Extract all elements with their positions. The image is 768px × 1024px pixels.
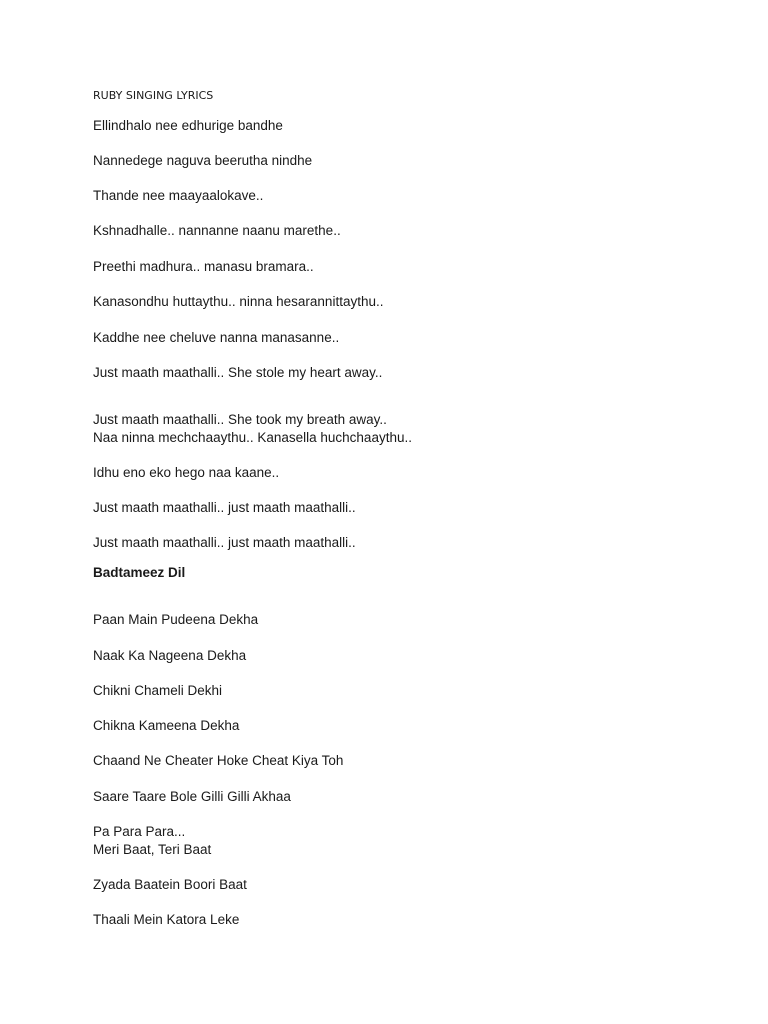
lyric-line: Chaand Ne Cheater Hoke Cheat Kiya Toh bbox=[93, 753, 344, 768]
lyric-line: Meri Baat, Teri Baat bbox=[93, 842, 212, 857]
document-title: RUBY SINGING LYRICS bbox=[93, 89, 214, 102]
lyric-line: Saare Taare Bole Gilli Gilli Akhaa bbox=[93, 789, 291, 804]
lyric-line: Chikna Kameena Dekha bbox=[93, 718, 240, 733]
lyric-line: Ellindhalo nee edhurige bandhe bbox=[93, 118, 283, 133]
lyric-line: Naak Ka Nageena Dekha bbox=[93, 648, 247, 663]
lyric-line: Just maath maathalli.. just maath maathalli.. bbox=[93, 535, 356, 550]
lyric-line: Nannedege naguva beerutha nindhe bbox=[93, 153, 313, 168]
lyric-line: Chikni Chameli Dekhi bbox=[93, 683, 223, 698]
lyric-line: Idhu eno eko hego naa kaane.. bbox=[93, 465, 280, 480]
lyric-line: Kshnadhalle.. nannanne naanu marethe.. bbox=[93, 223, 341, 238]
lyric-line: Zyada Baatein Boori Baat bbox=[93, 877, 247, 892]
lyric-line: Paan Main Pudeena Dekha bbox=[93, 612, 259, 627]
lyric-line: Thaali Mein Katora Leke bbox=[93, 912, 240, 927]
lyric-line: Kanasondhu huttaythu.. ninna hesarannittaythu.. bbox=[93, 294, 384, 309]
lyric-line: Just maath maathalli.. just maath maathalli.. bbox=[93, 500, 356, 515]
lyric-line: Preethi madhura.. manasu bramara.. bbox=[93, 259, 314, 274]
lyric-line: Kaddhe nee cheluve nanna manasanne.. bbox=[93, 330, 340, 345]
lyric-line: Thande nee maayaalokave.. bbox=[93, 188, 264, 203]
lyric-line: Just maath maathalli.. She stole my heart away.. bbox=[93, 365, 383, 380]
section-heading: Badtameez Dil bbox=[93, 565, 186, 580]
lyric-line: Naa ninna mechchaaythu.. Kanasella huchchaaythu.. bbox=[93, 430, 412, 445]
lyric-line: Just maath maathalli.. She took my breath away.. bbox=[93, 412, 387, 427]
lyric-line: Pa Para Para... bbox=[93, 824, 186, 839]
